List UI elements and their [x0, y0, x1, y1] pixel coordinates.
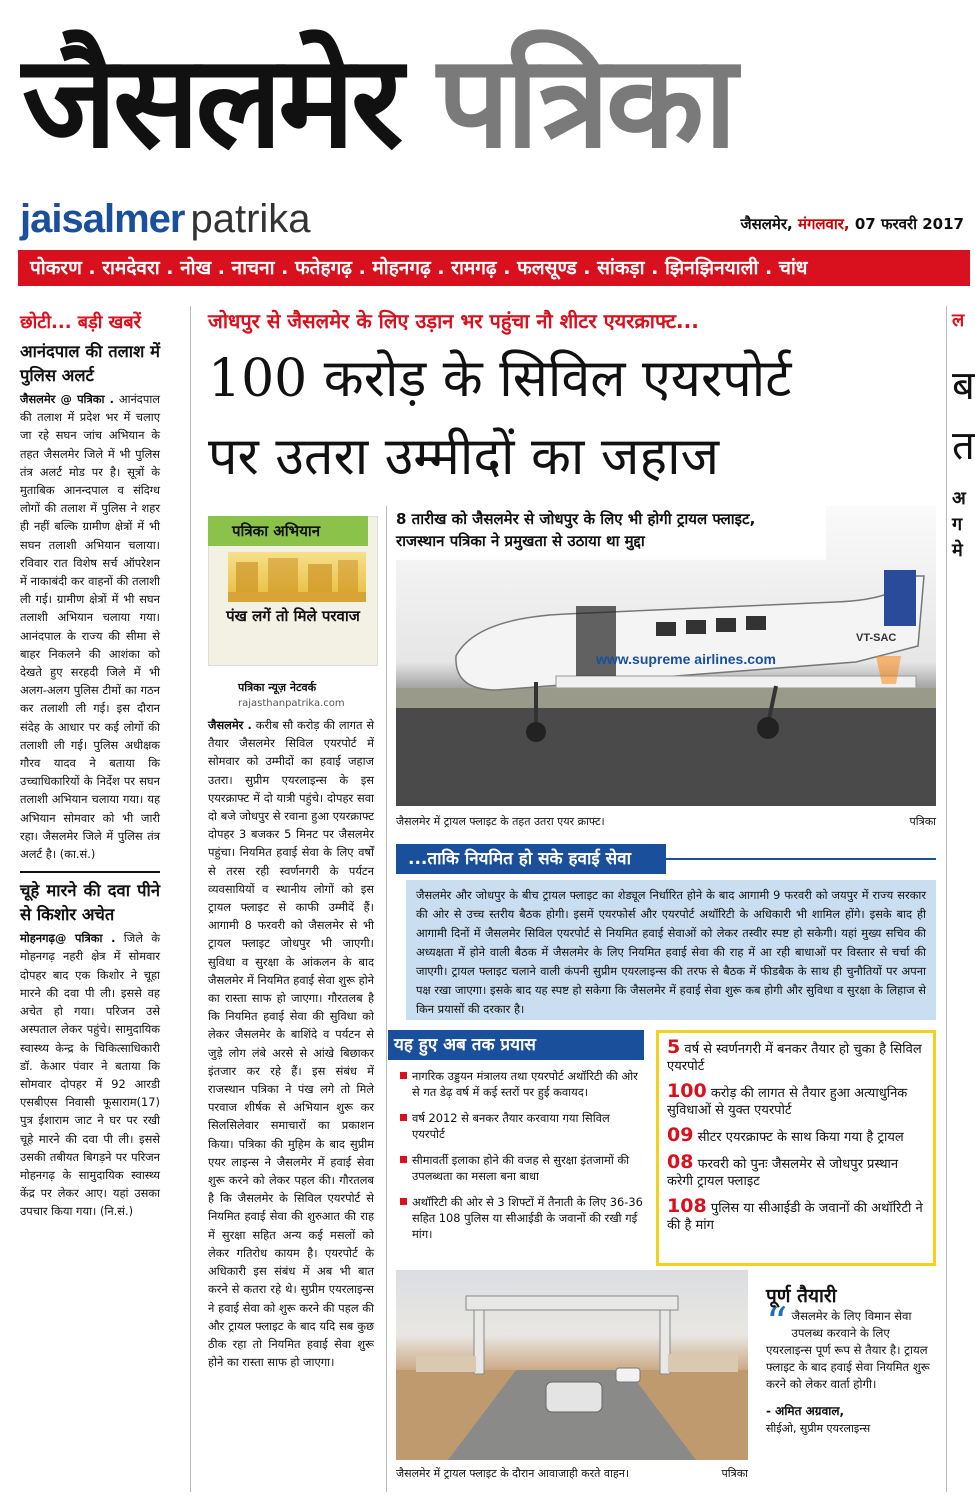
subhead-efforts: यह हुए अब तक प्रयास — [388, 1030, 644, 1060]
list-item: नागरिक उड्डयन मंत्रालय तथा एयरपोर्ट अथॉरिटी की ओर से गत डेढ़ वर्ष में कई स्तरों पर हुई कवायद। — [400, 1068, 646, 1100]
masthead-word-1: जैसलमेर — [22, 28, 400, 177]
quote-title: पूर्ण तैयारी — [766, 1285, 837, 1307]
quote-mark-icon: “ — [766, 1298, 788, 1347]
byline-site: rajasthanpatrika.com — [238, 698, 345, 709]
photo1-credit: पत्रिका — [909, 815, 936, 828]
fact-text: फरवरी को पुनः जैसलमेर से जोधपुर प्रस्थान करेगी ट्रायल फ्लाइट — [667, 1157, 899, 1189]
story-overline: जोधपुर से जैसलमेर के लिए उड़ान भर पहुंचा नौ शीटर एयरक्राफ्ट... — [208, 309, 699, 333]
deck-line-2: राजस्थान पत्रिका ने प्रमुखता से उठाया था मुद्दा — [396, 532, 645, 550]
places-bar: पोकरण . रामदेवरा . नोख . नाचना . फतेहगढ़ . मोहनगढ़ . रामगढ़ . फलसूण्ड . सांकड़ा . झिनझिनयाली . चांध — [18, 250, 970, 286]
photo2-credit: पत्रिका — [721, 1467, 748, 1480]
masthead-title-english — [20, 196, 311, 242]
story-deck — [396, 508, 755, 552]
brief2-headline: चूहे मारने की दवा पीने से किशोर अचेत — [20, 881, 160, 925]
fact-text: वर्ष से स्वर्णनगरी में बनकर तैयार हो चुका है सिविल एयरपोर्ट — [667, 1042, 922, 1074]
fact-item — [667, 1124, 925, 1146]
quote-box — [766, 1284, 938, 1437]
airport-road-photo — [396, 1270, 748, 1460]
fragment-text: मे — [952, 540, 963, 561]
fact-item — [667, 1080, 925, 1119]
briefs-kicker: छोटी... बड़ी खबरें — [20, 312, 141, 333]
story-text: करीब सौ करोड़ की लागत से तैयार जैसलमेर सिविल एयरपोर्ट में सोमवार को उम्मीदों का हवाई जहाज उतरा। सुप्रीम एयरलाइन्स के इस एयरक्राफ्ट में दो यात्री पहुंचे। दोपहर सवा दो बजे जोधपुर से रवाना हुआ एयरक्राफ्ट दोपहर 3 बजकर 5 मिनट पर जैसलमेर पहुंचा। नियमित हवाई सेवा के लिए वर्षों से तरस रही स्वर्णनगरी के पर्यटन व्यवसायियों व स्थानीय लोगों को इस ट्रायल फ्लाइट से काफी उम्मीदें हैं। आगामी 8 फरवरी को जैसलमेर से भी ट्रायल फ्लाइट जोधपुर भी जाएगी। सुविधा व सुरक्षा के आंकलन के बाद जैसलमेर में नियमित हवाई सेवा शुरू होने का रास्ता साफ हो जाएगा। गौरतलब है कि नियमित हवाई सेवा की सुविधा को लेकर जैसलमेर के बाशिंदे व पर्यटन से जुड़े लोग लंबे अरसे से आंखे बिछाकर इंतजार कर रहे हैं। इस संबंध में राजस्थान पत्रिका ने पंख लगे तो मिले परवाज शीर्षक से अभियान शुरू कर सिलसिलेवार समाचारों का प्रकाशन किया। पत्रिका की मुहिम के बाद सुप्रीम एयर लाइन्स ने जैसलमेर में हवाई सेवा शुरू करने को लेकर पहल की। गौरतलब है कि जैसलमेर के सिविल एयरपोर्ट से नियमित हवाई सेवा की शुरुआत की राह में सुरक्षा सहित अन्य कई मसलों को लेकर गतिरोध कायम है। एयरपोर्ट के अधिकारी इस संबंध में अब भी बात करने से कतरा रहे थे। सुप्रीम एयरलाइन्स ने हवाई सेवा को शुरू करने की पहल की और ट्रायल फ्लाइट के बाद यदि सब कुछ ठीक रहा तो नियमित हवाई सेवा शुरू होने का रास्ता साफ हो जाएगा। — [208, 718, 375, 1370]
quote-text: जैसलमेर के लिए विमान सेवा उपलब्ध करवाने के लिए एयरलाइन्स पूर्ण रूप से तैयार है। ट्रायल फ्लाइट के बाद हवाई सेवा नियमित शुरू करने को लेकर वार्ता होगी। — [766, 1309, 930, 1391]
masthead-en-2: patrika — [190, 197, 311, 241]
headline-line-2: पर उतरा उम्मीदों का जहाज — [208, 427, 720, 487]
fragment-text: त — [952, 423, 975, 469]
fact-item — [667, 1036, 925, 1075]
plane-registration: VT-SAC — [856, 632, 897, 644]
fact-number: 100 — [667, 1080, 707, 1102]
photo1-caption — [396, 814, 936, 829]
brief2-text: जिले के मोहनगढ़ नहरी क्षेत्र में सोमवार दोपहर बाद एक किशोर ने चूहा मारने की दवा पी ली। इससे वह अचेत हो गया। परिजन उसे अस्पताल लेकर पहुंचे। सामुदायिक स्वास्थ्य केन्द्र के चिकित्साधिकारी डॉ. केआर पंवार ने बताया कि सोमवार दोपहर में 92 आरडी एसबीएस निवासी फूसाराम(17) पुत्र ईशाराम जाट ने घर पर रखी चूहे मारने की दवा पी ली। इससे उसकी तबीयत बिगड़ने पर परिजन मोहनगढ़ के सामुदायिक स्वास्थ्य केंद्र पर लेकर आए। यहां उसका उपचार किया गया। (नि.सं.) — [20, 931, 161, 1219]
campaign-label: पत्रिका अभियान — [208, 516, 368, 546]
photo2-caption-text: जैसलमेर में ट्रायल फ्लाइट के दौरान आवाजाही करते वाहन। — [396, 1467, 629, 1480]
dateline-date: 07 फरवरी 2017 — [854, 215, 964, 233]
efforts-list — [400, 1068, 646, 1252]
fact-item — [667, 1195, 925, 1234]
brief1-text: आनंदपाल की तलाश में प्रदेश भर में चलाए जा रहे सघन जांच अभियान के तहत जैसलमेर जिले में भी पुलिस तंत्र अलर्ट मोड पर है। सूत्रों के मुताबिक आनन्दपाल व संदिग्ध लोगों की तलाश में पुलिस ने शहर ही नहीं बल्कि ग्रामीण क्षेत्रों में भी सघन तलाशी अभियान चलाया। रविवार रात विशेष सर्च ऑपरेशन में नाकाबंदी कर वाहनों की तलाशी ली गई। ग्रामीण क्षेत्रों में भी सघन तलाशी अभियान चलाया गया। आनंदपाल के राज्य की सीमा से बाहर निकलने की आशंका को देखते हुए सरहदी जिले में भी अलग-अलग पुलिस टीमों का गठन कर तलाशी ली गई। इस दौरान संदेह के आधार पर कई लोगों की तलाशी ली गई। पुलिस अधीक्षक गौरव यादव ने बताया कि उच्चाधिकारियों के निर्देश पर सघन तलाशी अभियान चलाया गया। यह अभियान सोमवार को भी जारी रहा। जैसलमेर जिले में पुलिस तंत्र अलर्ट है। (का.सं.) — [20, 392, 160, 862]
fragment-text: ल — [952, 310, 965, 331]
brief2-body — [20, 929, 160, 1220]
left-column — [20, 310, 160, 1221]
deck-line-1: 8 तारीख को जैसलमेर से जोधपुर के लिए भी होगी ट्रायल फ्लाइट, — [396, 510, 756, 528]
fact-text: करोड़ की लागत से तैयार हुआ अत्याधुनिक सुविधाओं से युक्त एयरपोर्ट — [667, 1086, 908, 1118]
campaign-image — [228, 552, 366, 602]
fact-number: 08 — [667, 1151, 694, 1173]
fact-number: 5 — [667, 1036, 681, 1058]
plane-livery-text: www.supreme airlines.com — [596, 651, 776, 667]
brief1-dateline: जैसलमेर @ पत्रिका . — [20, 392, 114, 406]
brief1-body — [20, 390, 160, 863]
dateline — [740, 214, 964, 234]
masthead-title-hindi — [22, 18, 733, 188]
fragment-text: ग — [952, 514, 963, 535]
subhead-regular-service: ...ताकि नियमित हो सके हवाई सेवा — [396, 844, 666, 874]
facts-box — [656, 1030, 936, 1266]
fact-text: पुलिस या सीआईडी के जवानों की अथॉरिटी ने की है मांग — [667, 1201, 923, 1233]
list-item: वर्ष 2012 से बनकर तैयार करवाया गया सिविल एयरपोर्ट — [400, 1110, 646, 1142]
column-rule — [190, 306, 191, 1492]
dateline-place: जैसलमेर, — [740, 215, 793, 233]
airport-gate-icon — [396, 1270, 748, 1460]
story-body — [208, 716, 374, 1492]
subhead-rule — [666, 858, 936, 860]
fact-item — [667, 1151, 925, 1190]
fact-number: 108 — [667, 1195, 707, 1217]
right-column-fragment — [952, 306, 975, 1494]
fort-illustration-icon — [228, 552, 366, 602]
regular-service-box: जैसलमेर और जोधपुर के बीच ट्रायल फ्लाइट का शेड्यूल निर्धारित होने के बाद आगामी 9 फरवरी को जयपुर में राज्य सरकार की ओर से उच्च स्तरीय बैठक होगी। इसमें एयरफोर्स और एयरपोर्ट अथॉरिटी के अधिकारी भी शामिल होंगे। इसके बाद ही आगामी दिनों में जैसलमेर सिविल एयरपोर्ट से नियमित हवाई सेवाओं को लेकर तस्वीर स्पष्ट हो सकेगी। यहां मुख्य सचिव की अध्यक्षता में होने वाली बैठक में जैसलमेर के लिए नियमित हवाई सेवा की राह में आ रही बाधाओं पर विस्तार से चर्चा की जाएगी। ट्रायल फ्लाइट चलाने वाली कंपनी सुप्रीम एयरलाइन्स की तरफ से बैठक में फीडबैक के साथ ही चुनौतियों पर अपना पक्ष रखा जाएगा। इसके बाद यह स्पष्ट हो सकेगा कि जैसलमेर में हवाई सेवा शुरू कब होगी और सुविधा व सुरक्षा के लिहाज से किन प्रयासों की दरकार है। — [406, 880, 936, 1020]
story-dateline: जैसलमेर . — [208, 718, 252, 732]
quote-author-role: सीईओ, सुप्रीम एयरलाइन्स — [766, 1422, 871, 1435]
quote-body — [766, 1298, 938, 1393]
fact-text: सीटर एयरक्राफ्ट के साथ किया गया है ट्रायल — [697, 1130, 904, 1145]
column-rule — [386, 506, 387, 1492]
list-item: अथॉरिटी की ओर से 3 शिफ्टों में तैनाती के लिए 36-36 सहित 108 पुलिस या सीआईडी के जवानों की रखी गई मांग। — [400, 1194, 646, 1242]
quote-author: - अमित अग्रवाल, — [766, 1404, 845, 1418]
brief1-headline: आनंदपाल की तलाश में पुलिस अलर्ट — [20, 342, 160, 385]
fragment-text: ब — [952, 363, 975, 409]
headline-line-1: 100 करोड़ के सिविल एयरपोर्ट — [208, 349, 792, 409]
campaign-tagline: पंख लगें तो मिले परवाज — [226, 607, 360, 625]
fragment-text: अ — [952, 488, 966, 509]
dateline-day: मंगलवार, — [797, 215, 850, 233]
photo1-caption-text: जैसलमेर में ट्रायल फ्लाइट के तहत उतरा एयर क्राफ्ट। — [396, 815, 605, 828]
list-item: सीमावर्ती इलाका होने की वजह से सुरक्षा इंतजामों की उपलब्धता का मसला बना बाधा — [400, 1152, 646, 1184]
brief-separator — [20, 871, 160, 873]
byline: पत्रिका न्यूज़ नेटवर्क — [238, 681, 317, 694]
masthead-word-2: पत्रिका — [437, 28, 734, 177]
photo2-caption — [396, 1466, 748, 1481]
brief2-dateline: मोहनगढ़@ पत्रिका . — [20, 931, 116, 946]
column-rule — [946, 306, 947, 1492]
fact-number: 09 — [667, 1124, 694, 1146]
masthead-en-1: jaisalmer — [20, 197, 185, 241]
story-headline — [208, 340, 791, 496]
